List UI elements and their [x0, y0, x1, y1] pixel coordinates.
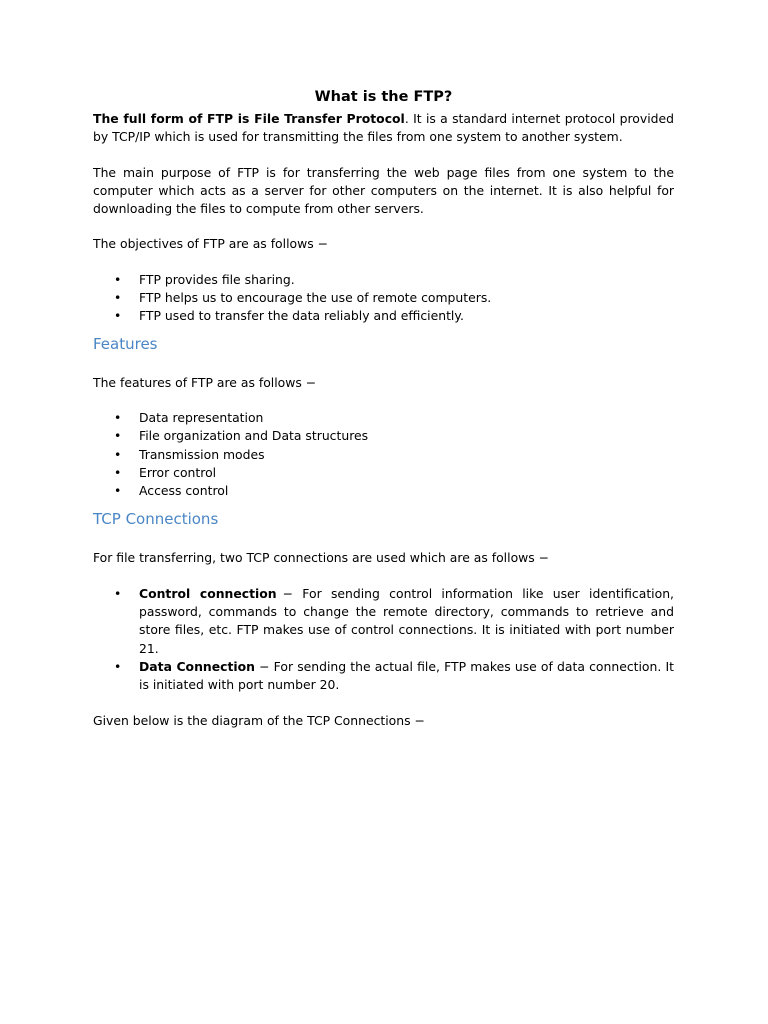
tcp-connections-list [93, 585, 674, 695]
purpose-paragraph: The main purpose of FTP is for transferring the web page files from one system to the computer which acts as a server for other computers on the internet. It is also helpful for downloading the files to compute from other servers. [93, 164, 674, 217]
bullet-icon: • [114, 464, 122, 480]
list-item: • FTP provides file sharing. [139, 271, 674, 289]
features-heading: Features [93, 334, 158, 353]
list-item: • Error control [139, 464, 674, 482]
bullet-icon: • [114, 308, 122, 324]
list-item: • Access control [139, 482, 674, 500]
control-connection-desc: − For sending control information like user identification, password, commands to change the remote directory, commands to retrieve and store files, etc. FTP makes use of control connections. It is initiated with port number 21. [139, 585, 675, 656]
tcp-connections-heading: TCP Connections [93, 510, 219, 529]
bullet-icon: • [114, 446, 122, 462]
list-item [114, 585, 675, 658]
bullet-icon: • [114, 658, 122, 674]
list-item: • FTP helps us to encourage the use of remote computers. [139, 289, 674, 307]
list-item: • Data representation [139, 409, 674, 427]
bullet-icon: • [114, 271, 122, 287]
list-item [114, 658, 674, 695]
features-lead: The features of FTP are as follows − [93, 374, 317, 390]
intro-text: . It is a standard internet protocol provided by TCP/IP which is used for transmitting the files from one system to another system. [93, 111, 675, 145]
bullet-icon: • [114, 585, 122, 601]
page-title: What is the FTP? [314, 89, 453, 105]
list-item: • Transmission modes [139, 446, 674, 464]
diagram-intro: Given below is the diagram of the TCP Connections − [93, 712, 425, 728]
objectives-list [93, 271, 674, 326]
bullet-icon: • [114, 409, 122, 425]
data-connection-desc: − For sending the actual file, FTP makes use of data connection. It is initiated with port number 20. [139, 658, 674, 693]
tcp-lead: For file transferring, two TCP connections are used which are as follows − [93, 550, 550, 566]
intro-bold-text: The full form of FTP is File Transfer Protocol [93, 111, 405, 126]
objectives-lead: The objectives of FTP are as follows − [93, 236, 329, 252]
intro-paragraph [93, 110, 674, 147]
control-connection-term: Control connection [139, 585, 277, 601]
data-connection-term: Data Connection [139, 658, 255, 674]
list-item: • FTP used to transfer the data reliably and efficiently. [139, 307, 674, 325]
features-list [93, 409, 674, 500]
bullet-icon: • [114, 290, 122, 306]
list-item: • File organization and Data structures [139, 427, 674, 445]
bullet-icon: • [114, 483, 122, 499]
bullet-icon: • [114, 428, 122, 444]
